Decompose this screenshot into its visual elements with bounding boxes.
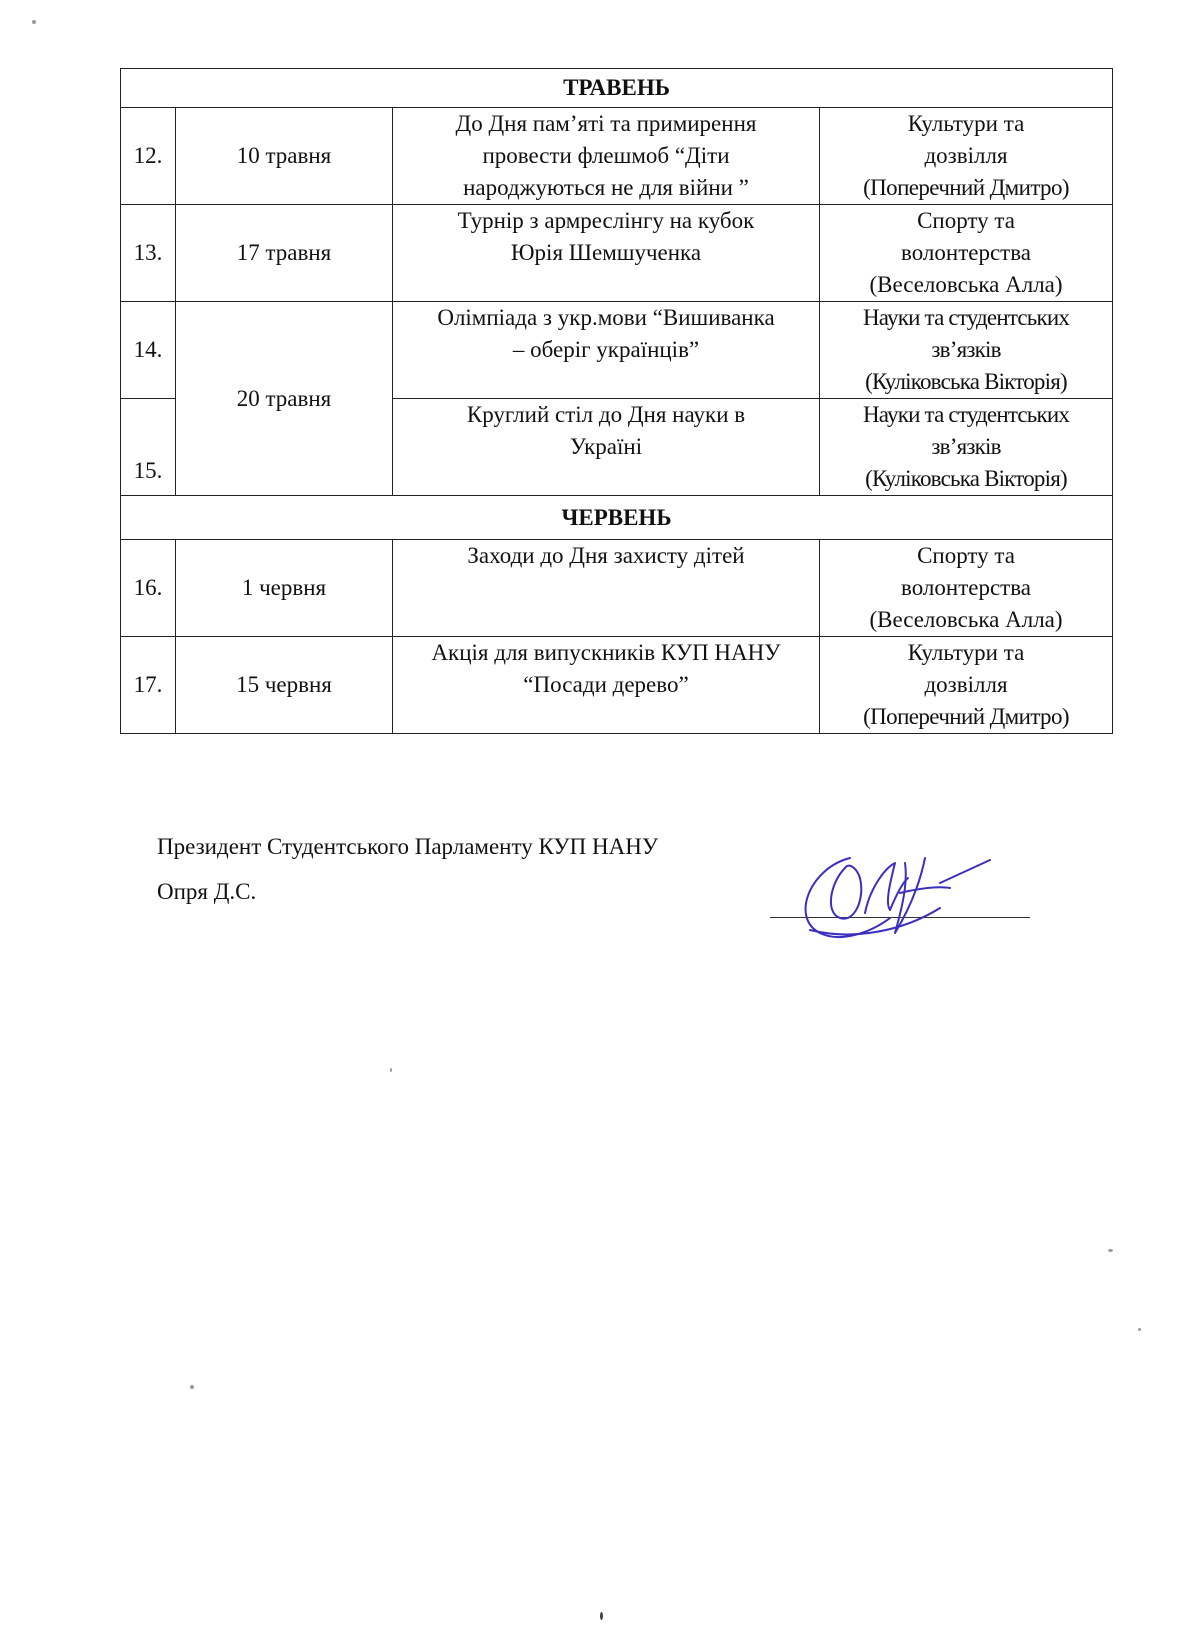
row-number: 16. — [121, 540, 176, 637]
event-description: Турнір з армреслінгу на кубок Юрія Шемшученка — [393, 205, 820, 302]
events-table — [120, 68, 1113, 734]
month-header: ЧЕРВЕНЬ — [121, 496, 1113, 540]
event-description: Акція для випускників КУП НАНУ “Посади дерево” — [393, 637, 820, 734]
responsible-department: Культури та дозвілля (Поперечний Дмитро) — [820, 637, 1113, 734]
scan-speck — [1108, 1249, 1113, 1252]
table-row — [121, 302, 1113, 399]
table-row — [121, 108, 1113, 205]
handwritten-signature — [790, 838, 1010, 948]
table-row — [121, 637, 1113, 734]
scan-speck — [190, 1385, 194, 1389]
scan-speck — [600, 1612, 603, 1620]
signatory-name: Опря Д.С. — [157, 879, 257, 904]
event-date: 20 травня — [176, 302, 393, 496]
responsible-department: Спорту та волонтерства (Веселовська Алла) — [820, 540, 1113, 637]
event-description: Круглий стіл до Дня науки в Україні — [393, 399, 820, 496]
table-row — [121, 540, 1113, 637]
row-number: 13. — [121, 205, 176, 302]
scan-speck — [32, 20, 36, 24]
responsible-department: Спорту та волонтерства (Веселовська Алла) — [820, 205, 1113, 302]
event-description: До Дня пам’яті та примирення провести флешмоб “Діти народжуються не для війни ” — [393, 108, 820, 205]
row-number: 12. — [121, 108, 176, 205]
responsible-department: Культури та дозвілля (Поперечний Дмитро) — [820, 108, 1113, 205]
responsible-department: Науки та студентських зв’язків (Куліковська Вікторія) — [820, 302, 1113, 399]
event-date: 1 червня — [176, 540, 393, 637]
table-row — [121, 205, 1113, 302]
month-header: ТРАВЕНЬ — [121, 69, 1113, 108]
month-header-row — [121, 69, 1113, 108]
event-date: 10 травня — [176, 108, 393, 205]
month-header-row — [121, 496, 1113, 540]
responsible-department: Науки та студентських зв’язків (Куліковська Вікторія) — [820, 399, 1113, 496]
event-date: 15 червня — [176, 637, 393, 734]
row-number: 14. — [121, 302, 176, 399]
event-description: Олімпіада з укр.мови “Вишиванка – оберіг українців” — [393, 302, 820, 399]
signatory-title: Президент Студентського Парламенту КУП НАНУ — [157, 834, 659, 859]
signature-block — [157, 835, 658, 903]
row-number: 15. — [121, 399, 176, 496]
scan-speck — [1138, 1328, 1141, 1331]
row-number: 17. — [121, 637, 176, 734]
scan-speck — [390, 1068, 392, 1072]
event-description: Заходи до Дня захисту дітей — [393, 540, 820, 637]
event-date: 17 травня — [176, 205, 393, 302]
